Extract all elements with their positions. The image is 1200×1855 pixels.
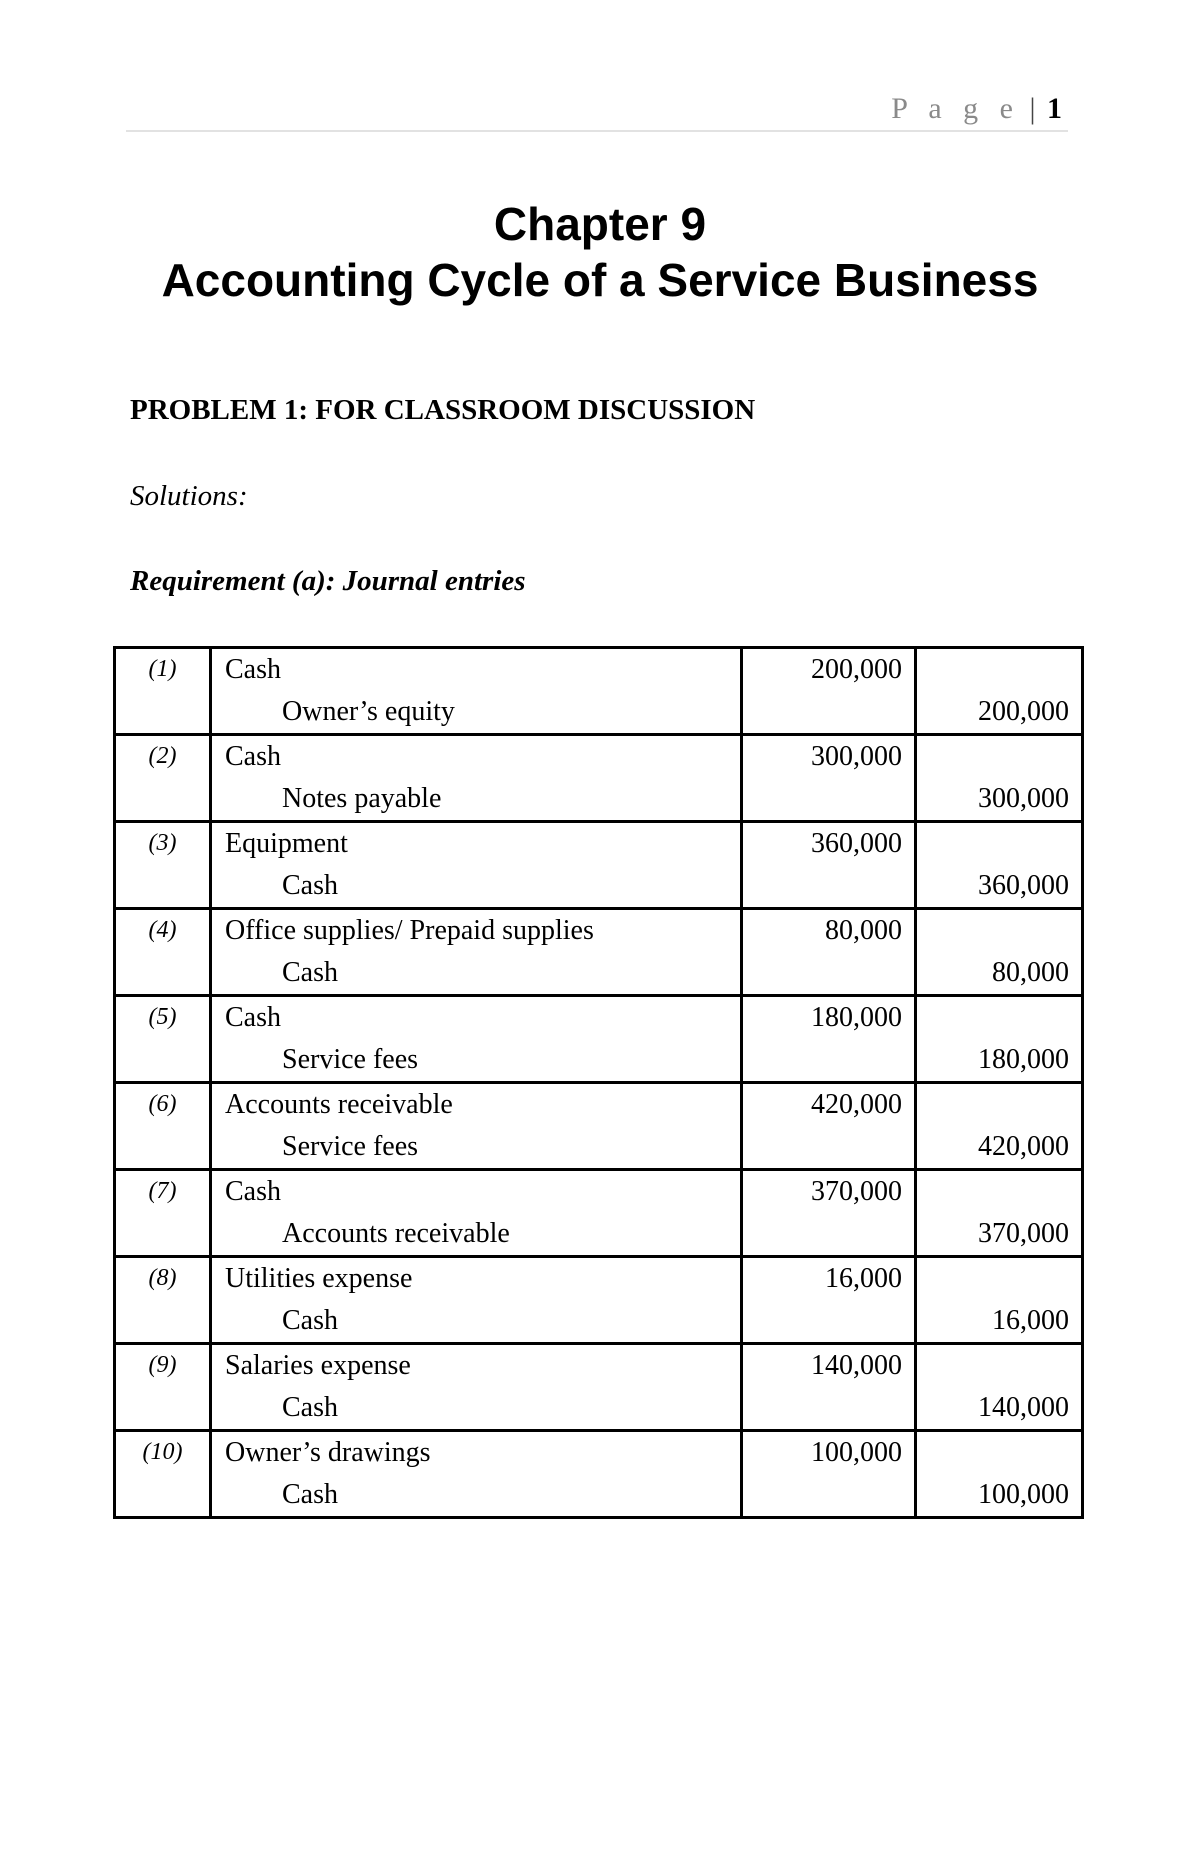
page-label: P a g e [891,92,1020,125]
credit-account: Cash [282,1392,338,1423]
chapter-subtitle: Accounting Cycle of a Service Business [161,254,1039,306]
entry-number: (6) [115,1083,211,1170]
debit-amount: 420,000 [742,1083,916,1170]
credit-amount: 200,000 [978,696,1069,727]
credit-account: Owner’s equity [282,696,455,727]
debit-amount: 300,000 [742,735,916,822]
credit-amount-cell [916,1170,1083,1257]
credit-amount-cell [916,1257,1083,1344]
entry-accounts [211,822,742,909]
credit-amount: 420,000 [978,1131,1069,1162]
debit-account: Salaries expense [225,1350,411,1381]
page-header [126,86,1068,132]
entry-accounts [211,1431,742,1518]
journal-entry-row [115,1083,1083,1170]
credit-amount: 300,000 [978,783,1069,814]
credit-account: Service fees [282,1044,419,1075]
entry-number: (5) [115,996,211,1083]
debit-amount: 100,000 [742,1431,916,1518]
credit-amount-cell [916,1431,1083,1518]
journal-entry-row [115,1344,1083,1431]
credit-account: Cash [282,870,338,901]
entry-accounts [211,1083,742,1170]
entry-accounts [211,735,742,822]
debit-account: Equipment [225,828,348,859]
debit-account: Cash [225,741,281,772]
debit-amount: 180,000 [742,996,916,1083]
debit-account: Utilities expense [225,1263,413,1294]
page-separator: | [1029,92,1036,125]
entry-number: (4) [115,909,211,996]
credit-account: Notes payable [282,783,442,814]
debit-account: Cash [225,1176,281,1207]
journal-entry-row [115,996,1083,1083]
credit-account: Accounts receivable [282,1218,510,1249]
document-title [0,196,1200,308]
journal-entry-row [115,822,1083,909]
credit-amount: 360,000 [978,870,1069,901]
credit-amount-cell [916,648,1083,735]
entry-accounts [211,996,742,1083]
credit-amount-cell [916,909,1083,996]
credit-amount-cell [916,1344,1083,1431]
debit-account: Office supplies/ Prepaid supplies [225,915,594,946]
entry-accounts [211,648,742,735]
credit-amount: 140,000 [978,1392,1069,1423]
credit-amount: 100,000 [978,1479,1069,1510]
credit-amount: 180,000 [978,1044,1069,1075]
chapter-title: Chapter 9 [493,198,707,250]
entry-accounts [211,909,742,996]
entry-number: (2) [115,735,211,822]
credit-amount-cell [916,1083,1083,1170]
entry-accounts [211,1344,742,1431]
debit-amount: 200,000 [742,648,916,735]
entry-number: (8) [115,1257,211,1344]
journal-entry-row [115,1257,1083,1344]
credit-amount-cell [916,735,1083,822]
debit-account: Owner’s drawings [225,1437,431,1468]
debit-amount: 370,000 [742,1170,916,1257]
journal-entries-table [113,646,1084,1519]
journal-entry-row [115,909,1083,996]
journal-entry-row [115,648,1083,735]
debit-account: Cash [225,1002,281,1033]
debit-amount: 140,000 [742,1344,916,1431]
journal-entry-row [115,1170,1083,1257]
journal-entry-row [115,735,1083,822]
debit-account: Accounts receivable [225,1089,453,1120]
debit-amount: 360,000 [742,822,916,909]
entry-accounts [211,1257,742,1344]
credit-amount: 80,000 [992,957,1069,988]
entry-number: (9) [115,1344,211,1431]
credit-amount: 370,000 [978,1218,1069,1249]
journal-entries-body [115,648,1083,1518]
solutions-label: Solutions: [130,480,248,512]
credit-account: Cash [282,957,338,988]
entry-accounts [211,1170,742,1257]
credit-account: Cash [282,1305,338,1336]
debit-amount: 80,000 [742,909,916,996]
page-number: 1 [1047,92,1062,125]
entry-number: (3) [115,822,211,909]
entry-number: (10) [115,1431,211,1518]
entry-number: (1) [115,648,211,735]
credit-account: Service fees [282,1131,419,1162]
requirement-heading: Requirement (a): Journal entries [130,565,526,597]
entry-number: (7) [115,1170,211,1257]
credit-amount: 16,000 [992,1305,1069,1336]
credit-amount-cell [916,996,1083,1083]
credit-account: Cash [282,1479,338,1510]
problem-heading: PROBLEM 1: FOR CLASSROOM DISCUSSION [130,394,756,426]
debit-amount: 16,000 [742,1257,916,1344]
debit-account: Cash [225,654,281,685]
credit-amount-cell [916,822,1083,909]
journal-entry-row [115,1431,1083,1518]
